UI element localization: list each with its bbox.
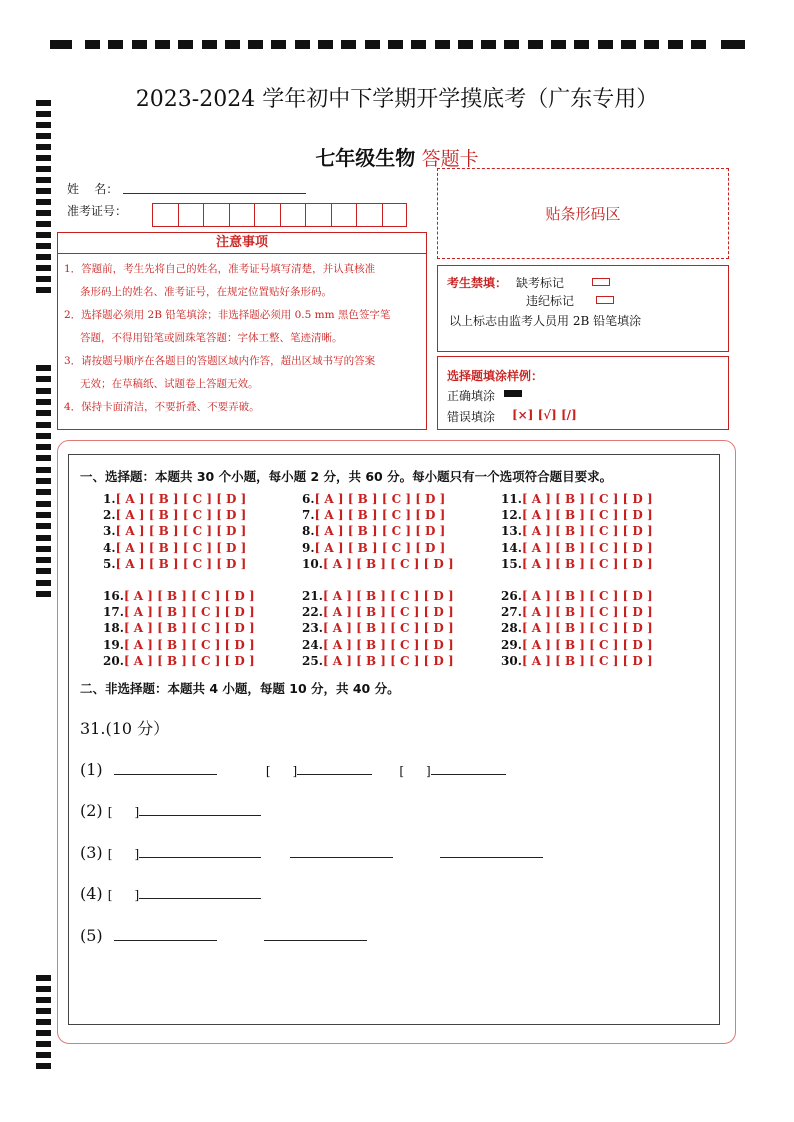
bracket-open: [ — [107, 805, 113, 819]
choice-question-30 — [501, 653, 653, 669]
choice-question-24 — [302, 637, 454, 653]
question-number: 5. — [103, 556, 116, 571]
answer-options[interactable]: [ A ] [ B ] [ C ] [ D ] — [322, 653, 454, 668]
answer-options[interactable]: [ A ] [ B ] [ C ] [ D ] — [123, 653, 255, 668]
exam-id-digit-box[interactable] — [356, 203, 382, 227]
answer-options[interactable]: [ A ] [ B ] [ C ] [ D ] — [521, 637, 653, 652]
timing-mark — [36, 467, 51, 473]
timing-mark — [36, 546, 51, 552]
answer-options[interactable]: [ A ] [ B ] [ C ] [ D ] — [322, 621, 454, 636]
blank-1-1[interactable] — [114, 761, 217, 775]
bracket-close: ] — [426, 764, 431, 778]
timing-mark — [36, 1030, 51, 1036]
exam-id-digit-box[interactable] — [152, 203, 178, 227]
blank-3-1[interactable] — [139, 844, 261, 858]
timing-mark — [36, 365, 51, 371]
forbid-label: 考生禁填： — [447, 276, 508, 290]
forbid-note: 以上标志由监考人员用 2B 铅笔填涂 — [449, 314, 642, 328]
choice-question-3 — [103, 523, 246, 539]
answer-options[interactable]: [ A ] [ B ] [ C ] [ D ] — [123, 589, 255, 603]
question-number: 20. — [103, 653, 124, 668]
choice-question-23 — [302, 620, 454, 636]
notice-title: 注意事项 — [57, 232, 427, 254]
timing-mark — [225, 40, 240, 49]
bracket-close: ] — [134, 847, 140, 861]
choice-question-22 — [302, 604, 454, 620]
timing-mark — [36, 591, 51, 597]
notice-line: 答题，不得用铅笔或圆珠笔答题：字体工整、笔迹清晰。 — [80, 332, 343, 344]
timing-mark — [36, 1019, 51, 1025]
timing-mark — [295, 40, 310, 49]
timing-mark — [36, 210, 51, 216]
choice-question-16 — [103, 588, 255, 604]
blank-3-3[interactable] — [440, 844, 543, 858]
timing-mark — [668, 40, 683, 49]
left-timing-marks-middle — [36, 365, 52, 605]
timing-mark — [36, 410, 51, 416]
answer-row-4 — [80, 884, 261, 903]
exam-id-boxes[interactable] — [152, 203, 407, 227]
question-number: 12. — [501, 508, 522, 523]
choice-question-28 — [501, 620, 653, 636]
exam-id-digit-box[interactable] — [203, 203, 229, 227]
answer-options[interactable]: [ A ] [ B ] [ C ] [ D ] — [322, 556, 454, 571]
timing-mark — [36, 433, 51, 439]
exam-id-digit-box[interactable] — [305, 203, 331, 227]
timing-mark — [691, 40, 706, 49]
choice-question-9 — [302, 540, 445, 556]
examiner-only-box — [437, 265, 729, 352]
timing-mark — [36, 199, 51, 205]
timing-mark — [36, 568, 51, 574]
timing-mark — [36, 388, 51, 394]
answer-options[interactable]: [ A ] [ B ] [ C ] [ D ] — [115, 524, 247, 539]
choice-question-20 — [103, 653, 255, 669]
timing-mark — [36, 177, 51, 183]
question-number: 17. — [103, 605, 124, 620]
question-number: 28. — [501, 621, 522, 636]
timing-mark — [435, 40, 450, 49]
choice-question-26 — [501, 588, 653, 604]
timing-mark — [36, 122, 51, 128]
timing-mark — [574, 40, 589, 49]
notice-item — [64, 350, 422, 396]
choice-question-21 — [302, 588, 454, 604]
name-label: 姓 名： — [67, 182, 119, 196]
timing-mark — [36, 376, 51, 382]
question-number: 19. — [103, 637, 124, 652]
choice-question-5 — [103, 556, 246, 572]
timing-mark — [36, 535, 51, 541]
answer-options[interactable]: [ A ] [ B ] [ C ] [ D ] — [521, 556, 653, 571]
timing-mark — [155, 40, 170, 49]
timing-mark — [36, 997, 51, 1003]
question-number: 24. — [302, 637, 323, 652]
timing-mark — [36, 975, 51, 981]
bracket-open: [ — [107, 888, 113, 902]
question-number: 2. — [103, 508, 116, 523]
timing-mark — [36, 422, 51, 428]
choice-question-12 — [501, 507, 653, 523]
row-label: (2) — [80, 801, 103, 820]
timing-mark — [178, 40, 193, 49]
choice-question-4 — [103, 540, 246, 556]
timing-mark — [36, 986, 51, 992]
answer-options[interactable]: [ A ] [ B ] [ C ] [ D ] — [521, 540, 653, 555]
answer-options[interactable]: [ A ] [ B ] [ C ] [ D ] — [521, 621, 653, 636]
timing-mark — [458, 40, 473, 49]
timing-mark — [644, 40, 659, 49]
timing-mark — [36, 501, 51, 507]
answer-options[interactable]: [ A ] [ B ] [ C ] [ D ] — [314, 508, 446, 523]
question-31-label: 31.(10 分） — [80, 719, 170, 738]
left-timing-marks-top — [36, 100, 52, 300]
exam-id-digit-box[interactable] — [280, 203, 306, 227]
card-subtitle — [0, 142, 794, 171]
question-number: 25. — [302, 653, 323, 668]
choice-question-2 — [103, 507, 246, 523]
name-field[interactable] — [123, 193, 306, 194]
timing-mark — [36, 557, 51, 563]
blank-1-3[interactable] — [431, 761, 506, 775]
timing-mark — [388, 40, 403, 49]
question-number: 13. — [501, 524, 522, 539]
blank-1-2[interactable] — [297, 761, 372, 775]
notice-item — [64, 396, 422, 419]
question-number: 14. — [501, 540, 522, 555]
choice-question-27 — [501, 604, 653, 620]
blank-3-2[interactable] — [290, 844, 393, 858]
fill-sample-box — [437, 356, 729, 430]
violation-mark-box[interactable] — [596, 296, 614, 304]
row-label: (4) — [80, 884, 103, 903]
answer-options[interactable]: [ A ] [ B ] [ C ] [ D ] — [521, 589, 653, 603]
answer-options[interactable]: [ A ] [ B ] [ C ] [ D ] — [322, 637, 454, 652]
notice-line: 2．选择题必须用 2B 铅笔填涂；非选择题必须用 0.5 mm 黑色签字笔 — [64, 309, 391, 321]
exam-id-digit-box[interactable] — [178, 203, 204, 227]
choice-question-15 — [501, 556, 653, 572]
choice-question-1 — [103, 491, 246, 507]
top-timing-strip — [50, 38, 745, 50]
question-number: 18. — [103, 621, 124, 636]
section2-heading: 二、非选择题：本题共 4 小题，每题 10 分，共 40 分。 — [80, 681, 400, 696]
wrong-fill-marks: [×] [√] [/] — [512, 408, 577, 422]
timing-mark — [36, 478, 51, 484]
wrong-fill-label: 错误填涂 — [447, 410, 496, 424]
timing-mark — [36, 523, 51, 529]
timing-mark — [36, 276, 51, 282]
timing-mark — [36, 188, 51, 194]
answer-row-1 — [80, 760, 506, 779]
timing-mark — [36, 444, 51, 450]
question-number: 6. — [302, 492, 315, 506]
choice-question-10 — [302, 556, 454, 572]
answer-row-3 — [80, 843, 543, 862]
timing-mark — [36, 1052, 51, 1058]
timing-mark — [411, 40, 426, 49]
exam-id-digit-box[interactable] — [331, 203, 357, 227]
row-label: (5) — [80, 926, 103, 945]
question-number: 4. — [103, 540, 116, 555]
timing-mark — [551, 40, 566, 49]
question-number: 26. — [501, 589, 522, 603]
answer-options[interactable]: [ A ] [ B ] [ C ] [ D ] — [521, 492, 653, 506]
timing-mark — [248, 40, 263, 49]
timing-mark — [36, 133, 51, 139]
violation-mark-label: 违纪标记 — [526, 294, 575, 308]
timing-mark — [481, 40, 496, 49]
correct-fill-label: 正确填涂 — [447, 389, 496, 403]
question-number: 29. — [501, 637, 522, 652]
question-number: 3. — [103, 524, 116, 539]
bracket-open: [ — [265, 764, 271, 778]
answer-options[interactable]: [ A ] [ B ] [ C ] [ D ] — [521, 605, 653, 620]
sample-label: 选择题填涂样例： — [447, 369, 544, 383]
absent-mark-box[interactable] — [592, 278, 610, 286]
notice-line: 4．保持卡面清洁，不要折叠、不要弄破。 — [64, 401, 260, 413]
barcode-area: 贴条形码区 — [437, 168, 729, 259]
timing-mark — [36, 580, 51, 586]
timing-mark — [36, 287, 51, 293]
timing-mark — [721, 40, 745, 49]
timing-mark — [36, 1063, 51, 1069]
answer-options[interactable]: [ A ] [ B ] [ C ] [ D ] — [314, 492, 446, 506]
question-number: 10. — [302, 556, 323, 571]
timing-mark — [528, 40, 543, 49]
page-title: 2023-2024 学年初中下学期开学摸底考（广东专用） — [135, 87, 659, 112]
timing-mark — [36, 1041, 51, 1047]
blank-5-2[interactable] — [264, 927, 367, 941]
card-type-label: 答题卡 — [421, 148, 479, 170]
question-number: 27. — [501, 605, 522, 620]
exam-id-label: 准考证号： — [67, 204, 128, 218]
row-label: (3) — [80, 843, 103, 862]
timing-mark — [341, 40, 356, 49]
timing-mark — [36, 254, 51, 260]
timing-mark — [318, 40, 333, 49]
answer-options[interactable]: [ A ] [ B ] [ C ] [ D ] — [123, 605, 255, 620]
choice-question-17 — [103, 604, 255, 620]
timing-mark — [85, 40, 100, 49]
choice-question-8 — [302, 523, 445, 539]
answer-options[interactable]: [ A ] [ B ] [ C ] [ D ] — [314, 540, 446, 555]
question-number: 9. — [302, 540, 315, 555]
timing-mark — [36, 455, 51, 461]
notice-line: 1．答题前，考生先将自己的姓名，准考证号填写清楚，并认真核准 — [64, 263, 376, 275]
notice-line: 条形码上的姓名、准考证号，在规定位置贴好条形码。 — [80, 286, 332, 298]
timing-mark — [50, 40, 72, 49]
question-number: 11. — [501, 492, 522, 506]
bracket-close: ] — [134, 888, 140, 902]
timing-mark — [598, 40, 613, 49]
timing-mark — [365, 40, 380, 49]
timing-mark — [36, 489, 51, 495]
choice-question-29 — [501, 637, 653, 653]
choice-question-11 — [501, 491, 653, 507]
bracket-open: [ — [107, 847, 113, 861]
timing-mark — [108, 40, 123, 49]
timing-mark — [504, 40, 519, 49]
bracket-open: [ — [399, 764, 405, 778]
blank-5-1[interactable] — [114, 927, 217, 941]
section1-heading: 一、选择题：本题共 30 个小题，每小题 2 分，共 60 分。每小题只有一个选项符合题目要求。 — [80, 469, 613, 484]
notice-item — [64, 258, 422, 304]
timing-mark — [621, 40, 636, 49]
answer-options[interactable]: [ A ] [ B ] [ C ] [ D ] — [115, 556, 247, 571]
timing-mark — [36, 221, 51, 227]
answer-options[interactable]: [ A ] [ B ] [ C ] [ D ] — [521, 524, 653, 539]
question-number: 7. — [302, 508, 315, 523]
choice-question-25 — [302, 653, 454, 669]
answer-options[interactable]: [ A ] [ B ] [ C ] [ D ] — [123, 637, 255, 652]
timing-mark — [36, 1008, 51, 1014]
answer-options[interactable]: [ A ] [ B ] [ C ] [ D ] — [521, 653, 653, 668]
blank-2-1[interactable] — [139, 802, 261, 816]
choice-question-19 — [103, 637, 255, 653]
exam-id-digit-box[interactable] — [229, 203, 255, 227]
subject-title: 七年级生物 — [315, 146, 416, 170]
timing-mark — [36, 512, 51, 518]
notice-line: 3．请按题号顺序在各题目的答题区域内作答，超出区域书写的答案 — [64, 355, 376, 367]
question-number: 22. — [302, 605, 323, 620]
answer-options[interactable]: [ A ] [ B ] [ C ] [ D ] — [115, 508, 247, 523]
correct-fill-mark — [504, 390, 522, 397]
notice-item — [64, 304, 422, 350]
question-number: 30. — [501, 653, 522, 668]
timing-mark — [132, 40, 147, 49]
bracket-close: ] — [292, 764, 298, 778]
timing-mark — [36, 232, 51, 238]
question-number: 23. — [302, 621, 323, 636]
question-number: 21. — [302, 589, 323, 603]
blank-4-1[interactable] — [139, 885, 261, 899]
answer-options[interactable]: [ A ] [ B ] [ C ] [ D ] — [115, 540, 247, 555]
answer-options[interactable]: [ A ] [ B ] [ C ] [ D ] — [322, 605, 454, 620]
question-number: 16. — [103, 589, 124, 603]
question-number: 15. — [501, 556, 522, 571]
choice-question-14 — [501, 540, 653, 556]
question-number: 8. — [302, 524, 315, 539]
left-timing-marks-bottom — [36, 975, 52, 1070]
exam-id-digit-box[interactable] — [254, 203, 280, 227]
timing-mark — [36, 265, 51, 271]
exam-id-digit-box[interactable] — [382, 203, 408, 227]
answer-options[interactable]: [ A ] [ B ] [ C ] [ D ] — [521, 508, 653, 523]
answer-options[interactable]: [ A ] [ B ] [ C ] [ D ] — [123, 621, 255, 636]
choice-question-6 — [302, 491, 445, 507]
notice-box — [57, 254, 427, 430]
bracket-close: ] — [134, 805, 140, 819]
row-label: (1) — [80, 760, 103, 779]
timing-mark — [36, 243, 51, 249]
answer-options[interactable]: [ A ] [ B ] [ C ] [ D ] — [322, 589, 454, 603]
choice-question-13 — [501, 523, 653, 539]
timing-mark — [202, 40, 217, 49]
answer-row-5 — [80, 926, 367, 945]
timing-mark — [271, 40, 286, 49]
answer-row-2 — [80, 801, 261, 820]
answer-options[interactable]: [ A ] [ B ] [ C ] [ D ] — [115, 492, 247, 506]
timing-mark — [36, 399, 51, 405]
notice-line: 无效；在草稿纸、试题卷上答题无效。 — [80, 378, 259, 390]
absent-mark-label: 缺考标记 — [516, 276, 565, 290]
choice-question-7 — [302, 507, 445, 523]
choice-question-18 — [103, 620, 255, 636]
answer-options[interactable]: [ A ] [ B ] [ C ] [ D ] — [314, 524, 446, 539]
question-number: 1. — [103, 492, 116, 506]
